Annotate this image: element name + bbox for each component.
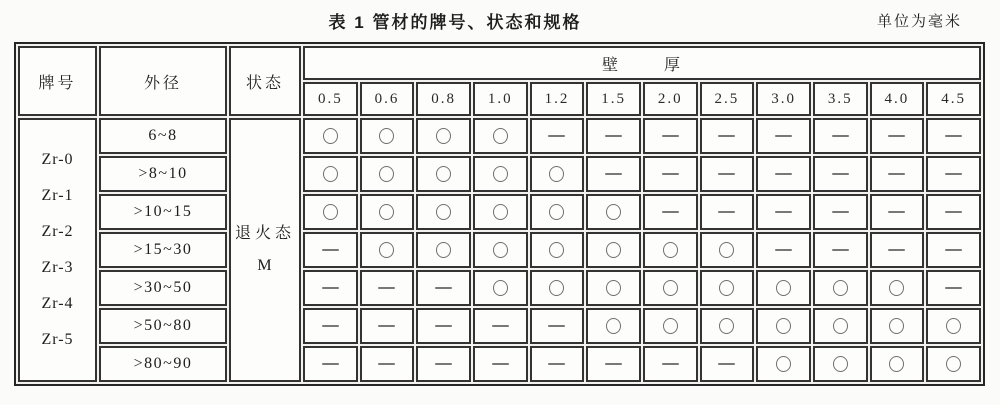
dash-mark (888, 135, 905, 137)
grade-label: Zr-0 (41, 151, 74, 168)
dash-mark (548, 363, 565, 365)
dash-mark (322, 363, 339, 365)
grade-label: Zr-3 (41, 259, 74, 276)
spec-cell (473, 118, 528, 154)
dash-mark (435, 287, 452, 289)
dash-mark (662, 135, 679, 137)
spec-cell (473, 308, 528, 344)
circle-mark (946, 356, 961, 372)
thickness-col-header: 0.6 (360, 82, 415, 116)
table-row (18, 156, 981, 192)
spec-cell (360, 194, 415, 230)
header-condition: 状态 (229, 46, 301, 116)
spec-cell (416, 118, 471, 154)
dash-mark (662, 173, 679, 175)
spec-cell (303, 308, 358, 344)
spec-cell (813, 308, 868, 344)
grade-label: Zr-5 (41, 331, 74, 348)
dash-mark (662, 211, 679, 213)
circle-mark (379, 166, 394, 182)
dash-mark (718, 135, 735, 137)
dash-mark (322, 325, 339, 327)
dash-mark (945, 135, 962, 137)
spec-cell (473, 156, 528, 192)
circle-mark (549, 166, 564, 182)
circle-mark (493, 242, 508, 258)
dash-mark (492, 325, 509, 327)
dash-mark (492, 363, 509, 365)
circle-mark (549, 280, 564, 296)
circle-mark (833, 318, 848, 334)
thickness-col-header: 0.5 (303, 82, 358, 116)
circle-mark (889, 318, 904, 334)
table-row (18, 118, 981, 154)
spec-cell (870, 156, 925, 192)
spec-cell (586, 308, 641, 344)
circle-mark (606, 242, 621, 258)
spec-cell (530, 308, 585, 344)
spec-cell (813, 232, 868, 268)
table-row (18, 308, 981, 344)
thickness-col-header: 3.0 (756, 82, 811, 116)
dash-mark (718, 211, 735, 213)
spec-cell (926, 232, 981, 268)
circle-mark (776, 280, 791, 296)
spec-cell (700, 156, 755, 192)
dash-mark (718, 173, 735, 175)
spec-cell (416, 308, 471, 344)
dash-mark (888, 173, 905, 175)
spec-cell (416, 194, 471, 230)
dash-mark (832, 249, 849, 251)
circle-mark (436, 242, 451, 258)
spec-cell (926, 156, 981, 192)
header-wall-thickness: 壁 厚 (303, 46, 981, 80)
spec-cell (756, 194, 811, 230)
circle-mark (889, 356, 904, 372)
dash-mark (945, 287, 962, 289)
dash-mark (378, 363, 395, 365)
thickness-col-header: 4.5 (926, 82, 981, 116)
thickness-col-header: 1.2 (530, 82, 585, 116)
spec-cell (756, 118, 811, 154)
dash-mark (888, 211, 905, 213)
outer-diameter-cell: >8~10 (99, 156, 227, 192)
spec-cell (303, 194, 358, 230)
table-row (18, 270, 981, 306)
table-row (18, 232, 981, 268)
circle-mark (663, 318, 678, 334)
spec-cell (360, 156, 415, 192)
spec-cell (813, 156, 868, 192)
condition-label: 退火态 (234, 225, 295, 242)
spec-cell (700, 194, 755, 230)
spec-cell (926, 194, 981, 230)
table-row (18, 194, 981, 230)
dash-mark (548, 135, 565, 137)
spec-cell (530, 346, 585, 382)
dash-mark (662, 363, 679, 365)
dash-mark (945, 249, 962, 251)
spec-cell (473, 346, 528, 382)
dash-mark (945, 211, 962, 213)
circle-mark (833, 356, 848, 372)
spec-cell (416, 346, 471, 382)
thickness-col-header: 4.0 (870, 82, 925, 116)
outer-diameter-cell: >50~80 (99, 308, 227, 344)
spec-cell (360, 118, 415, 154)
spec-cell (586, 232, 641, 268)
spec-cell (870, 118, 925, 154)
spec-cell (700, 270, 755, 306)
spec-cell (360, 346, 415, 382)
table-caption: 表 1 管材的牌号、状态和规格 (328, 13, 582, 32)
spec-cell (643, 270, 698, 306)
spec-cell (473, 194, 528, 230)
spec-cell (700, 346, 755, 382)
circle-mark (493, 128, 508, 144)
dash-mark (832, 211, 849, 213)
circle-mark (776, 318, 791, 334)
spec-cell (473, 270, 528, 306)
spec-cell (926, 346, 981, 382)
thickness-col-header: 1.0 (473, 82, 528, 116)
circle-mark (379, 242, 394, 258)
spec-cell (756, 346, 811, 382)
circle-mark (323, 128, 338, 144)
spec-cell (870, 308, 925, 344)
dash-mark (945, 173, 962, 175)
spec-cell (303, 270, 358, 306)
spec-cell (530, 156, 585, 192)
spec-cell (586, 118, 641, 154)
grade-label: Zr-4 (41, 295, 74, 312)
spec-cell (813, 346, 868, 382)
unit-note: 单位为毫米 (876, 14, 962, 30)
circle-mark (323, 204, 338, 220)
dash-mark (605, 173, 622, 175)
thickness-col-header: 1.5 (586, 82, 641, 116)
spec-cell (416, 156, 471, 192)
spec-cell (926, 270, 981, 306)
spec-cell (926, 308, 981, 344)
spec-cell (530, 270, 585, 306)
dash-mark (775, 211, 792, 213)
circle-mark (379, 128, 394, 144)
circle-mark (493, 166, 508, 182)
dash-mark (378, 287, 395, 289)
circle-mark (323, 166, 338, 182)
spec-cell (303, 232, 358, 268)
pipe-spec-table (14, 42, 985, 386)
thickness-col-header: 0.8 (416, 82, 471, 116)
circle-mark (833, 280, 848, 296)
circle-mark (776, 356, 791, 372)
spec-cell (360, 270, 415, 306)
spec-cell (870, 270, 925, 306)
spec-cell (643, 232, 698, 268)
condition-label: M (257, 257, 273, 274)
spec-cell (870, 346, 925, 382)
spec-cell (700, 308, 755, 344)
dash-mark (775, 173, 792, 175)
spec-cell (813, 118, 868, 154)
dash-mark (605, 135, 622, 137)
spec-cell (586, 270, 641, 306)
circle-mark (946, 318, 961, 334)
dash-mark (775, 249, 792, 251)
spec-cell (586, 194, 641, 230)
spec-cell (643, 118, 698, 154)
circle-mark (663, 242, 678, 258)
outer-diameter-cell: >80~90 (99, 346, 227, 382)
spec-cell (360, 232, 415, 268)
grade-list-cell (18, 118, 97, 382)
spec-cell (530, 118, 585, 154)
dash-mark (775, 135, 792, 137)
spec-cell (416, 232, 471, 268)
spec-table-body (18, 118, 981, 382)
thickness-col-header: 2.0 (643, 82, 698, 116)
circle-mark (379, 204, 394, 220)
dash-mark (718, 363, 735, 365)
caption-row (0, 8, 1000, 34)
spec-cell (813, 270, 868, 306)
circle-mark (436, 204, 451, 220)
spec-cell (870, 194, 925, 230)
header-row-1 (18, 46, 981, 80)
header-grade: 牌号 (18, 46, 97, 116)
dash-mark (435, 363, 452, 365)
circle-mark (606, 280, 621, 296)
circle-mark (719, 242, 734, 258)
dash-mark (832, 173, 849, 175)
header-outer-diameter: 外径 (99, 46, 227, 116)
circle-mark (493, 204, 508, 220)
spec-cell (813, 194, 868, 230)
dash-mark (322, 249, 339, 251)
grade-label: Zr-1 (41, 187, 74, 204)
circle-mark (549, 204, 564, 220)
circle-mark (719, 318, 734, 334)
spec-cell (870, 232, 925, 268)
condition-cell (229, 118, 301, 382)
spec-cell (360, 308, 415, 344)
spec-cell (303, 118, 358, 154)
circle-mark (719, 280, 734, 296)
spec-cell (643, 308, 698, 344)
dash-mark (378, 325, 395, 327)
circle-mark (549, 242, 564, 258)
spec-cell (700, 118, 755, 154)
dash-mark (322, 287, 339, 289)
spec-cell (756, 156, 811, 192)
spec-cell (586, 346, 641, 382)
spec-cell (416, 270, 471, 306)
outer-diameter-cell: >10~15 (99, 194, 227, 230)
dash-mark (605, 363, 622, 365)
outer-diameter-cell: >30~50 (99, 270, 227, 306)
dash-mark (435, 325, 452, 327)
circle-mark (889, 280, 904, 296)
spec-cell (700, 232, 755, 268)
thickness-col-header: 3.5 (813, 82, 868, 116)
circle-mark (436, 166, 451, 182)
grade-label: Zr-2 (41, 223, 74, 240)
dash-mark (548, 325, 565, 327)
dash-mark (832, 135, 849, 137)
spec-cell (756, 270, 811, 306)
outer-diameter-cell: >15~30 (99, 232, 227, 268)
spec-cell (530, 194, 585, 230)
spec-cell (926, 118, 981, 154)
table-row (18, 346, 981, 382)
circle-mark (663, 280, 678, 296)
circle-mark (493, 280, 508, 296)
thickness-col-header: 2.5 (700, 82, 755, 116)
spec-cell (756, 232, 811, 268)
spec-cell (530, 232, 585, 268)
spec-cell (586, 156, 641, 192)
spec-cell (643, 194, 698, 230)
circle-mark (436, 128, 451, 144)
spec-cell (303, 346, 358, 382)
outer-diameter-cell: 6~8 (99, 118, 227, 154)
circle-mark (606, 204, 621, 220)
spec-cell (303, 156, 358, 192)
spec-cell (473, 232, 528, 268)
spec-cell (643, 346, 698, 382)
spec-cell (643, 156, 698, 192)
spec-cell (756, 308, 811, 344)
circle-mark (606, 318, 621, 334)
dash-mark (888, 249, 905, 251)
